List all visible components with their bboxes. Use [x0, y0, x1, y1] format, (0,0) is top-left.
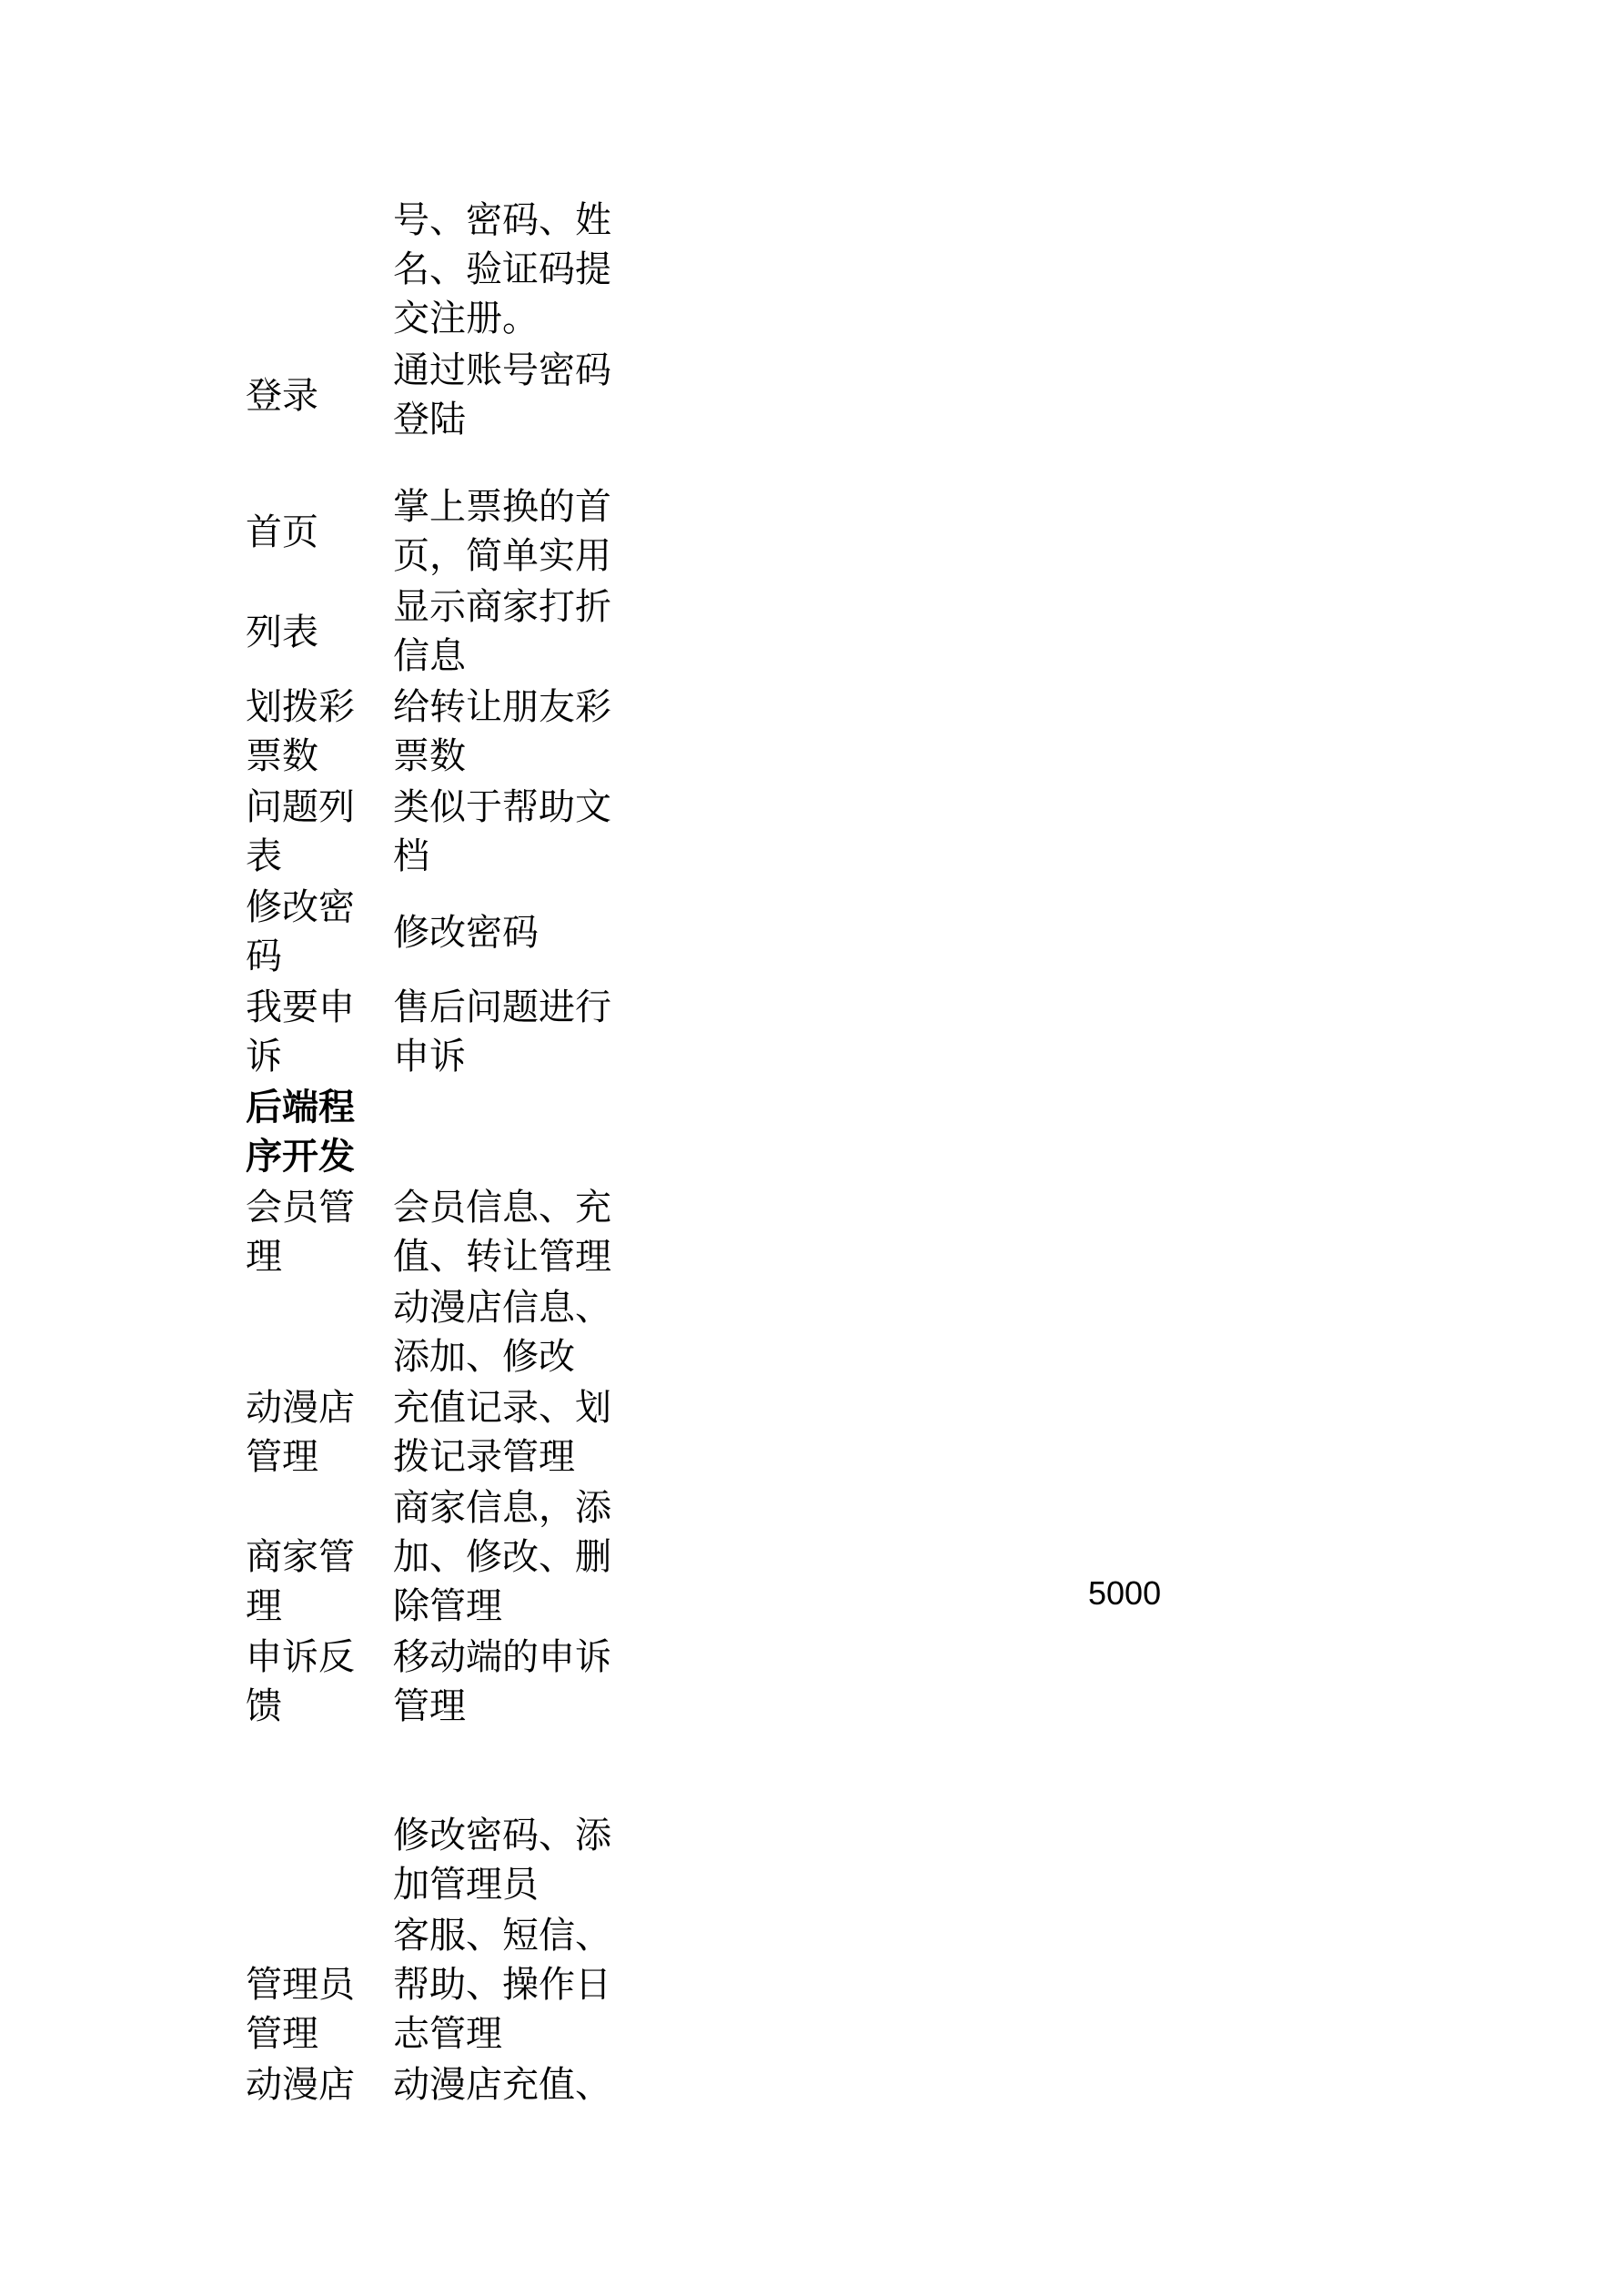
change-password-item-name: 修改密 码	[246, 886, 355, 977]
login-item-name: 登录	[246, 375, 318, 417]
member-management-item-description: 会员信息、充 值、转让管理	[393, 1187, 611, 1278]
anime-shop-item-description: 动漫店充值、	[393, 2064, 611, 2106]
anime-shop-item-name: 动漫店	[246, 2064, 355, 2106]
question-list-item-name: 问题列 表	[246, 786, 355, 877]
merchant-management-item-name: 商家管 理	[246, 1536, 355, 1627]
anime-shop-info-description: 动漫店信息、 添加、修改	[393, 1287, 611, 1378]
allocate-tickets-item-name: 划拨彩 票数	[246, 686, 355, 777]
backend-section-heading: 后端程 序开发	[246, 1087, 355, 1178]
appeal-item-name: 我要申 诉	[246, 986, 355, 1077]
anime-shop-management-item-description: 充值记录、划 拨记录管理	[393, 1387, 611, 1478]
administrator-management-item-name: 管理员 管理	[246, 1964, 355, 2055]
amount-value: 5000	[1088, 1574, 1162, 1612]
question-list-item-description: 类似于帮助文 档	[393, 786, 611, 877]
allocate-tickets-item-description: 给转让朋友彩 票数	[393, 686, 611, 777]
anime-shop-management-item-name: 动漫店 管理	[246, 1387, 355, 1478]
list-item-name: 列表	[246, 612, 318, 653]
appeal-feedback-item-description: 移动端的申诉 管理	[393, 1636, 611, 1727]
member-management-item-name: 会员管 理	[246, 1187, 355, 1278]
admin-password-description: 修改密码、添 加管理员	[393, 1815, 611, 1906]
registration-description: 号、密码、姓 名、验证码提 交注册。	[393, 199, 611, 339]
appeal-feedback-item-name: 申诉反 馈	[246, 1636, 355, 1727]
change-password-item-description: 修改密码	[393, 912, 539, 954]
list-item-description: 显示商家打折 信息	[393, 586, 611, 677]
merchant-management-item-description: 商家信息，添 加、修改、删 除管理	[393, 1487, 611, 1627]
login-item-description: 通过账号密码 登陆	[393, 349, 611, 440]
home-item-name: 首页	[246, 511, 318, 553]
administrator-management-item-description: 客服、短信、 帮助、操作日 志管理	[393, 1915, 611, 2055]
appeal-item-description: 售后问题进行 申诉	[393, 986, 611, 1077]
home-item-description: 掌上票换的首 页，简单实用	[393, 486, 611, 577]
